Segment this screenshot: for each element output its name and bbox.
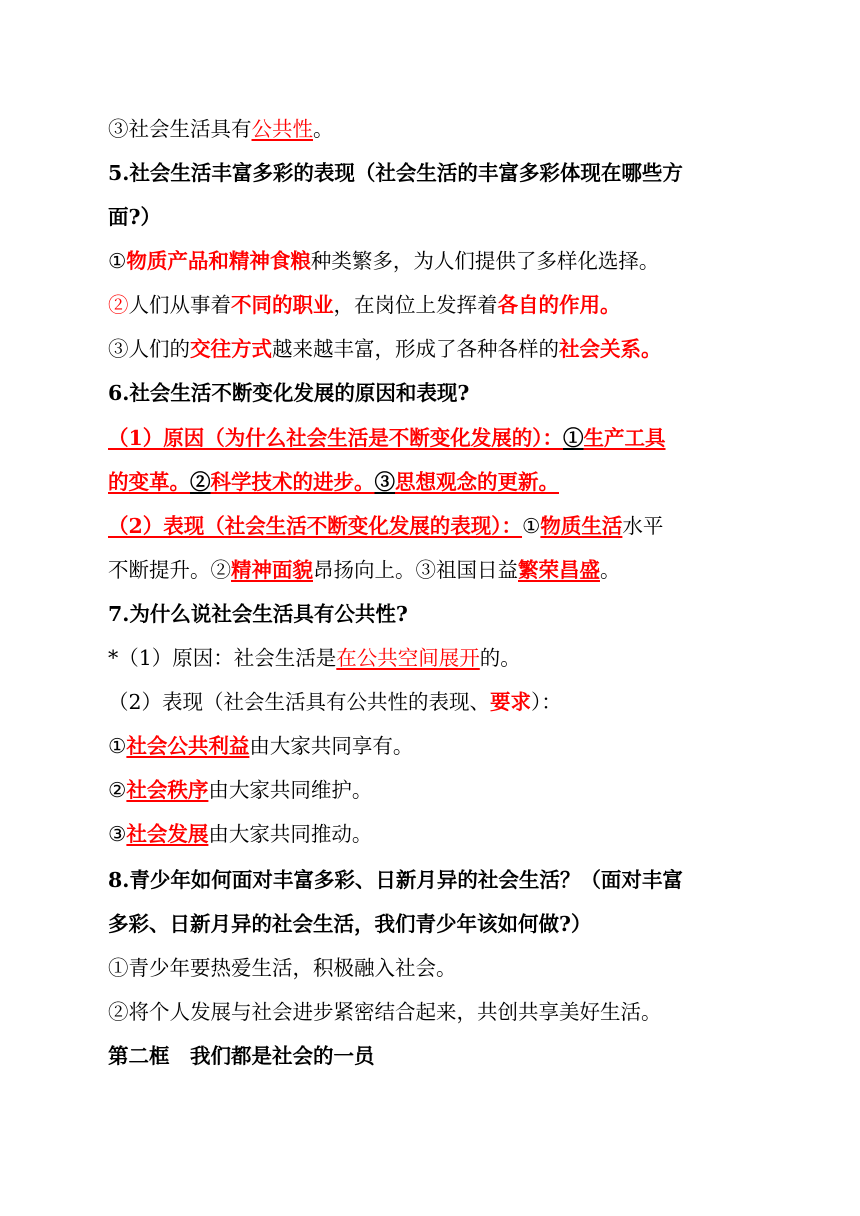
text-segment: 。 bbox=[313, 117, 334, 141]
text-line bbox=[108, 512, 758, 540]
text-segment: 思想观念的更新。 bbox=[395, 470, 559, 494]
text-line bbox=[108, 688, 758, 716]
text-segment: 多彩、日新月异的社会生活，我们青少年该如何做?） bbox=[108, 912, 592, 936]
text-segment: ① bbox=[522, 514, 541, 538]
text-segment: 各自的作用。 bbox=[497, 293, 621, 317]
text-segment: 昂扬向上。③祖国日益 bbox=[313, 558, 518, 582]
text-segment: （2）表现（社会生活不断变化发展的表现）： bbox=[108, 514, 523, 538]
text-line bbox=[108, 115, 758, 143]
text-segment: 社会公共利益 bbox=[126, 734, 250, 758]
text-line bbox=[108, 247, 758, 275]
text-segment: 面?） bbox=[108, 205, 162, 229]
text-segment: 社会发展 bbox=[126, 822, 209, 846]
text-segment: 在公共空间展开 bbox=[336, 646, 480, 670]
text-segment: ①青少年要热爱生活，积极融入社会。 bbox=[108, 956, 457, 980]
text-line bbox=[108, 291, 758, 319]
text-segment: 物质产品和精神食粮 bbox=[126, 249, 311, 273]
text-segment: 繁荣昌盛 bbox=[518, 558, 600, 582]
text-line bbox=[108, 732, 758, 760]
text-segment: ③ bbox=[374, 470, 395, 494]
text-segment: ② bbox=[108, 778, 127, 802]
text-segment: 社会秩序 bbox=[126, 778, 209, 802]
text-segment: 不同的职业 bbox=[231, 293, 334, 317]
text-segment: 5.社会生活丰富多彩的表现（社会生活的丰富多彩体现在哪些方 bbox=[108, 161, 683, 185]
text-segment: 6.社会生活不断变化发展的原因和表现? bbox=[108, 381, 470, 405]
text-segment: 越来越丰富，形成了各种各样的 bbox=[272, 337, 559, 361]
text-segment: 人们从事着 bbox=[128, 293, 231, 317]
text-line bbox=[108, 203, 758, 231]
text-segment: 公共性 bbox=[251, 117, 313, 141]
text-segment: ③ bbox=[108, 822, 127, 846]
text-segment: 种类繁多，为人们提供了多样化选择。 bbox=[310, 249, 660, 273]
text-line bbox=[108, 468, 758, 496]
text-line bbox=[108, 820, 758, 848]
text-segment: ③社会生活具有 bbox=[108, 117, 252, 141]
text-segment: 。 bbox=[600, 558, 621, 582]
text-segment: 生产工具 bbox=[583, 426, 666, 450]
text-segment: 要求 bbox=[490, 690, 532, 714]
text-segment: 社会关系。 bbox=[559, 337, 662, 361]
text-line bbox=[108, 866, 758, 894]
text-line bbox=[108, 644, 758, 672]
text-segment: 第二框 我们都是社会的一员 bbox=[108, 1044, 375, 1068]
text-line bbox=[108, 335, 758, 363]
text-line bbox=[108, 954, 758, 982]
text-segment: 的变革。 bbox=[108, 470, 190, 494]
text-segment: （2）表现（社会生活具有公共性的表现、 bbox=[108, 690, 491, 714]
text-segment: 科学技术的进步。 bbox=[210, 470, 375, 494]
text-segment: ②将个人发展与社会进步紧密结合起来，共创共享美好生活。 bbox=[108, 1000, 662, 1024]
text-segment: ）： bbox=[531, 690, 562, 714]
text-segment: 8.青少年如何面对丰富多彩、日新月异的社会生活？（面对丰富 bbox=[108, 868, 683, 892]
text-segment: 的。 bbox=[479, 646, 521, 670]
text-line bbox=[108, 159, 758, 187]
text-segment: ，在岗位上发挥着 bbox=[333, 293, 498, 317]
text-segment: 水平 bbox=[622, 514, 664, 538]
text-line bbox=[108, 776, 758, 804]
text-segment: 物质生活 bbox=[540, 514, 623, 538]
text-line bbox=[108, 998, 758, 1026]
text-segment: *（1）原因：社会生活是 bbox=[108, 646, 337, 670]
text-line bbox=[108, 424, 758, 452]
text-segment: 7.为什么说社会生活具有公共性? bbox=[108, 602, 408, 626]
text-segment: ① bbox=[108, 249, 127, 273]
text-segment: ① bbox=[108, 734, 127, 758]
text-segment: ③人们的 bbox=[108, 337, 190, 361]
text-line bbox=[108, 379, 758, 407]
text-segment: ② bbox=[108, 293, 129, 317]
text-segment: 不断提升。② bbox=[108, 558, 231, 582]
text-line bbox=[108, 600, 758, 628]
text-segment: 由大家共同推动。 bbox=[208, 822, 373, 846]
text-segment: （1）原因（为什么社会生活是不断变化发展的）： bbox=[108, 426, 564, 450]
text-line bbox=[108, 556, 758, 584]
text-line bbox=[108, 1042, 758, 1070]
text-segment: ② bbox=[190, 470, 211, 494]
text-segment: 由大家共同享有。 bbox=[249, 734, 414, 758]
text-segment: ① bbox=[563, 426, 584, 450]
text-segment: 交往方式 bbox=[190, 337, 272, 361]
text-segment: 由大家共同维护。 bbox=[208, 778, 373, 802]
text-segment: 精神面貌 bbox=[231, 558, 313, 582]
text-line bbox=[108, 910, 758, 938]
